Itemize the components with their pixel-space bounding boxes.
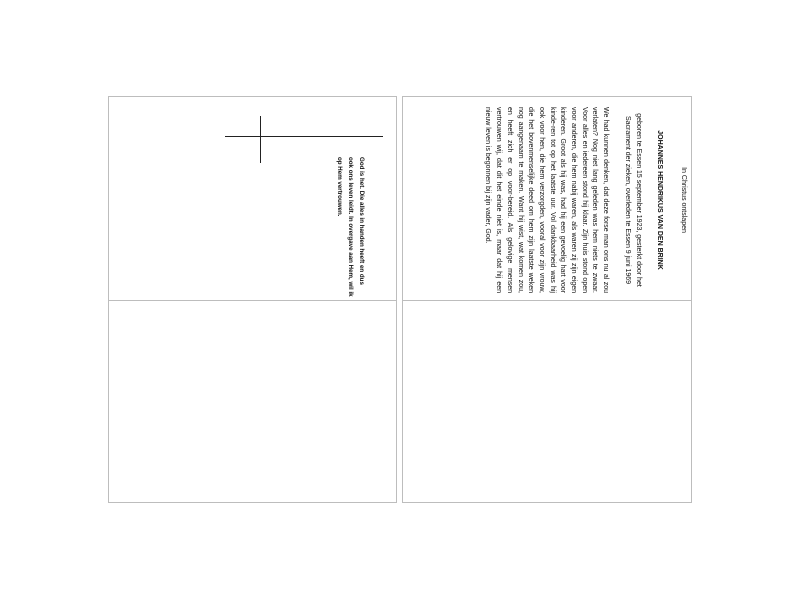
fold-line (403, 300, 691, 301)
cross-horizontal-bar (225, 136, 383, 137)
deceased-name: JOHANNES HENDRIKUS VAN DEN BRINK (656, 130, 664, 270)
right-page (402, 96, 692, 503)
cross-vertical-bar (260, 116, 261, 163)
verse-text: God is het. Die alles in handen heeft en dus ook ons leven leidt. In overgave aan Hem, wil ik op Hem vertrouwen. (336, 157, 365, 297)
memorial-text-block (482, 107, 688, 293)
birth-death-details: geboren te Essen 15 september 1923, gesterkt door het Sacrament der zieken, overleden te Essen 9 juni 1969 (623, 113, 642, 287)
heading: In Christus ontslapen (680, 167, 687, 233)
left-page (108, 96, 397, 503)
memorial-paragraph: We had kunnen denken, dat deze forse man ons nu al zou verlaten? Nog niet lang geleden was hem niets te zwaar. Voor alles en iedereen stond hij klaar. Zijn huis stond open voor anderen, die hem nabij waren, als waren zij zijn eigen kinderen. Groot als hij was, had hij een gevoelig hart voor kinde-ren tot op het laatste uur. Vol dankbaarheid was hij ook voor hen, die hem verzorgden, vooral voor zijn vrouw, die het bovenmenselijke deed om hem zijn laatste weken nog aangenaam te maken. Want hij wist, wat komen zou, en heeft zich er op voor-bereid. Als gelovige mensen vertrouwen wij, dat dit het einde niet is, maar dat hij een nieuw leven is begonnen bij zijn vader, God. (484, 107, 610, 293)
fold-line (109, 300, 396, 301)
